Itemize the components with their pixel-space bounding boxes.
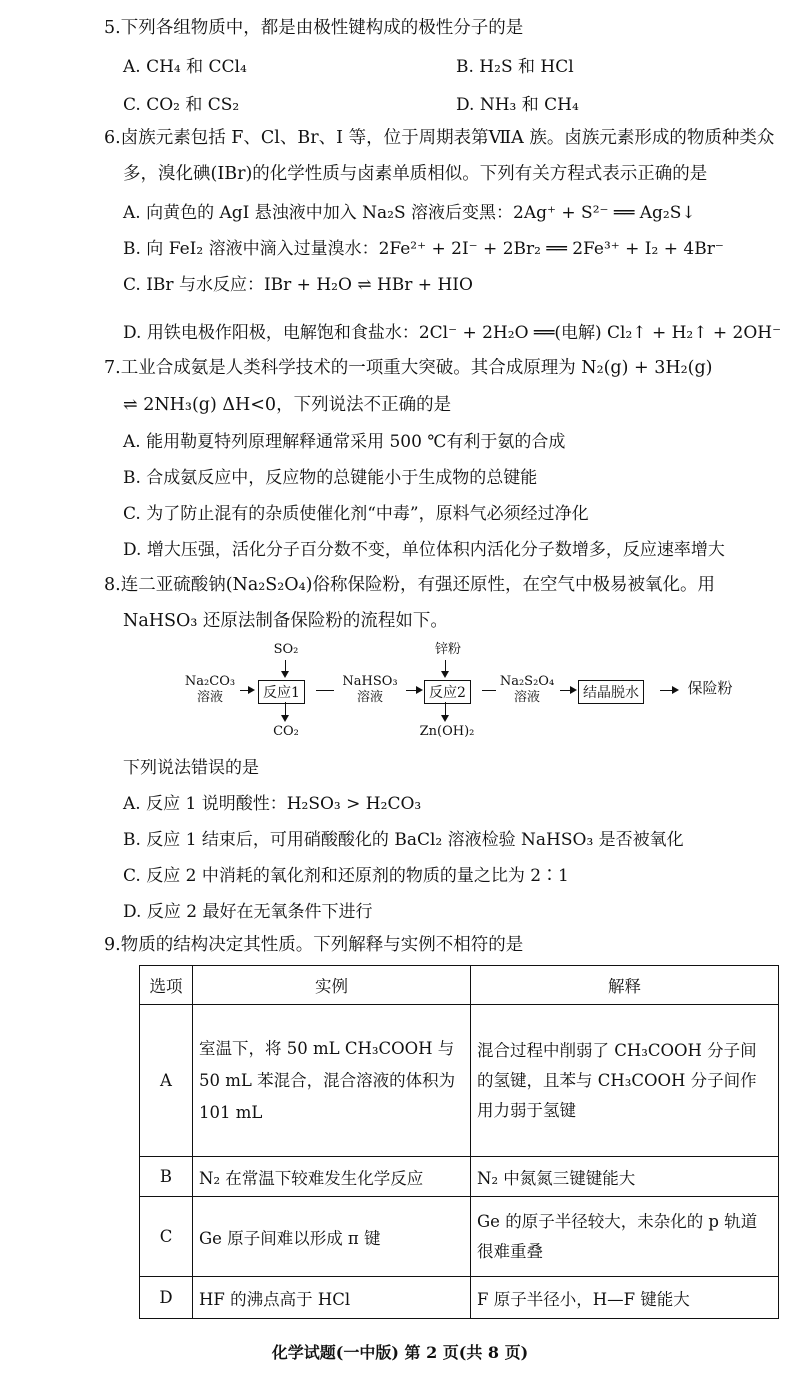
q7-stem-line2: ⇌ 2NH₃(g) ΔH<0，下列说法不正确的是 — [123, 395, 452, 415]
q5-option-b: B. H₂S 和 HCl — [456, 57, 574, 77]
q8-stem-line2: NaHSO₃ 还原法制备保险粉的流程如下。 — [123, 611, 448, 631]
q7-option-d: D. 增大压强，活化分子百分数不变，单位体积内活化分子数增多，反应速率增大 — [123, 540, 725, 560]
flow-zinc: 锌粉 — [434, 642, 461, 657]
header-option: 选项 — [140, 966, 193, 1005]
flow-reaction2-box: 反应2 — [424, 680, 471, 704]
q8-option-a: A. 反应 1 说明酸性：H₂SO₃ > H₂CO₃ — [123, 794, 422, 814]
flow-crystal-box: 结晶脱水 — [578, 680, 644, 704]
row-example: Ge 原子间难以形成 π 键 — [193, 1197, 471, 1277]
q6-option-c: C. IBr 与水反应：IBr + H₂O ⇌ HBr + HIO — [123, 275, 473, 295]
flow-reaction1-box: 反应1 — [258, 680, 305, 704]
q7-option-a: A. 能用勒夏特列原理解释通常采用 500 ℃有利于氨的合成 — [123, 432, 566, 452]
q9-table — [139, 965, 779, 1319]
flow-start-label: 溶液 — [196, 690, 223, 705]
flow-product-label: 溶液 — [513, 690, 540, 705]
q7-stem-line1: 7.工业合成氨是人类科学技术的一项重大突破。其合成原理为 N₂(g) + 3H₂(g) — [104, 358, 713, 378]
flow-start-formula: Na₂CO₃ — [184, 674, 236, 689]
q8-ask: 下列说法错误的是 — [123, 758, 259, 778]
flow-zn-oh2: Zn(OH)₂ — [419, 724, 475, 739]
q5-option-c: C. CO₂ 和 CS₂ — [123, 95, 240, 115]
q6-option-d: D. 用铁电极作阳极，电解饱和食盐水：2Cl⁻ + 2H₂O ══(电解) Cl₂↑ + H₂↑ + 2OH⁻ — [123, 323, 782, 343]
row-option: B — [140, 1157, 193, 1197]
header-reason: 解释 — [471, 966, 779, 1005]
flow-co2: CO₂ — [273, 724, 299, 739]
q8-option-d: D. 反应 2 最好在无氧条件下进行 — [123, 902, 373, 922]
flow-product — [494, 674, 560, 706]
row-example: N₂ 在常温下较难发生化学反应 — [193, 1157, 471, 1197]
row-reason: Ge 的原子半径较大，未杂化的 p 轨道很难重叠 — [471, 1197, 779, 1277]
flowchart — [180, 640, 740, 745]
q6-option-a: A. 向黄色的 AgI 悬浊液中加入 Na₂S 溶液后变黑：2Ag⁺ + S²⁻ ══ Ag₂S↓ — [123, 203, 696, 223]
q8-option-c: C. 反应 2 中消耗的氧化剂和还原剂的物质的量之比为 2∶1 — [123, 866, 569, 886]
flow-start — [180, 674, 240, 706]
header-example: 实例 — [193, 966, 471, 1005]
q9-stem: 9.物质的结构决定其性质。下列解释与实例不相符的是 — [104, 935, 524, 955]
q7-option-c: C. 为了防止混有的杂质使催化剂“中毒”，原料气必须经过净化 — [123, 504, 589, 524]
q7-option-b: B. 合成氨反应中，反应物的总键能小于生成物的总键能 — [123, 468, 538, 488]
table-row — [140, 1197, 779, 1277]
flow-final: 保险粉 — [687, 679, 733, 697]
flow-product-formula: Na₂S₂O₄ — [499, 674, 555, 689]
row-option: A — [140, 1005, 193, 1157]
flow-mid-label: 溶液 — [356, 690, 383, 705]
q6-option-b: B. 向 FeI₂ 溶液中滴入过量溴水：2Fe²⁺ + 2I⁻ + 2Br₂ ══ 2Fe³⁺ + I₂ + 4Br⁻ — [123, 239, 724, 259]
row-example: HF 的沸点高于 HCl — [193, 1277, 471, 1319]
q5-option-a: A. CH₄ 和 CCl₄ — [123, 57, 247, 77]
table-header-row — [140, 966, 779, 1005]
flow-mid-formula: NaHSO₃ — [342, 674, 398, 689]
table-row — [140, 1005, 779, 1157]
q8-stem-line1: 8.连二亚硫酸钠(Na₂S₂O₄)俗称保险粉，有强还原性，在空气中极易被氧化。用 — [104, 575, 715, 595]
row-option: D — [140, 1277, 193, 1319]
row-reason: F 原子半径小，H—F 键能大 — [471, 1277, 779, 1319]
table-row — [140, 1157, 779, 1197]
q6-stem-line1: 6.卤族元素包括 F、Cl、Br、I 等，位于周期表第ⅦA 族。卤族元素形成的物质种类众 — [104, 128, 775, 148]
flow-so2: SO₂ — [273, 642, 299, 657]
q8-option-b: B. 反应 1 结束后，可用硝酸酸化的 BaCl₂ 溶液检验 NaHSO₃ 是否被氧化 — [123, 830, 684, 850]
row-example: 室温下，将 50 mL CH₃COOH 与 50 mL 苯混合，混合溶液的体积为 101 mL — [193, 1005, 471, 1157]
row-option: C — [140, 1197, 193, 1277]
q6-stem-line2: 多，溴化碘(IBr)的化学性质与卤素单质相似。下列有关方程式表示正确的是 — [123, 164, 708, 184]
row-reason: N₂ 中氮氮三键键能大 — [471, 1157, 779, 1197]
q5-option-d: D. NH₃ 和 CH₄ — [456, 95, 579, 115]
row-reason: 混合过程中削弱了 CH₃COOH 分子间的氢键，且苯与 CH₃COOH 分子间作用力弱于氢键 — [471, 1005, 779, 1157]
page-footer: 化学试题(一中版) 第 2 页(共 8 页) — [271, 1343, 529, 1362]
q5-stem: 5.下列各组物质中，都是由极性键构成的极性分子的是 — [104, 18, 524, 38]
table-row — [140, 1277, 779, 1319]
flow-mid — [333, 674, 407, 706]
